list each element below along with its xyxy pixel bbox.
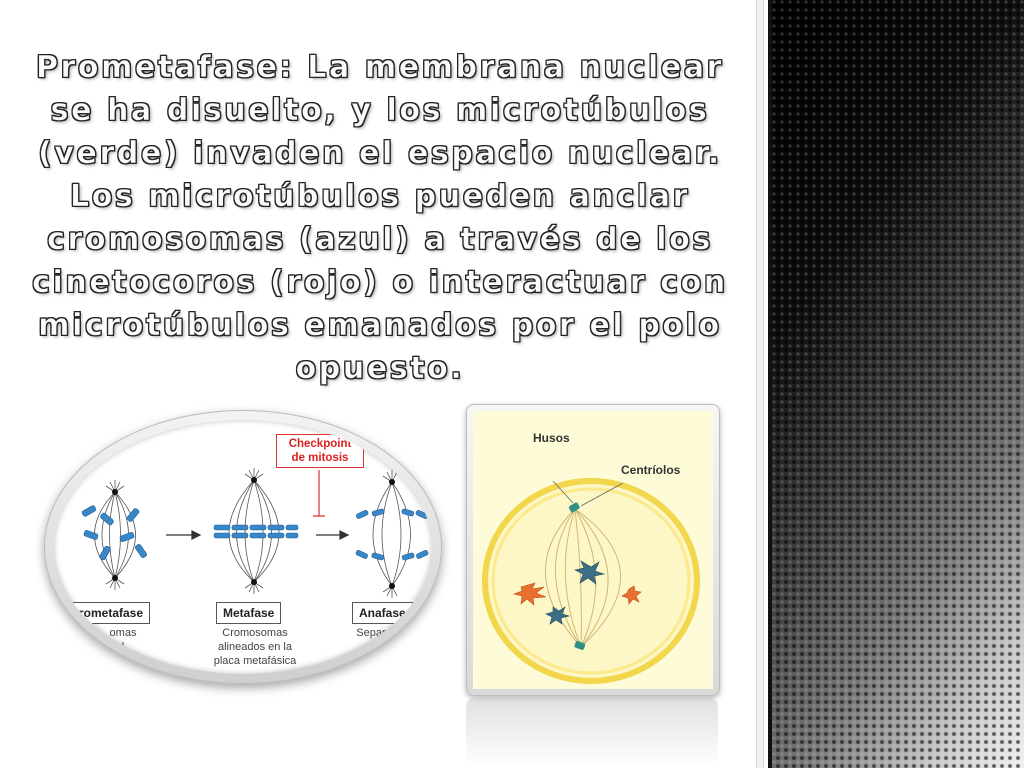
prometaphase-label: rometafase [72, 602, 150, 624]
spindles-label: Husos [533, 431, 570, 445]
metaphase-top-pole [251, 477, 257, 483]
checkpoint-inhibitor [313, 470, 325, 516]
arrow-to-metaphase [166, 531, 200, 539]
divider-rule [756, 0, 764, 768]
checkpoint-label: Checkpoint de mitosis [276, 434, 364, 468]
slide-title: Prometafase: La membrana nuclear se ha disuelto, y los microtúbulos (verde) invaden el espacio nuclear. Los microtúbulos pueden anclar cromosomas (azul) a través de los cinetocoros (rojo) o interactuar con microtúbulos emanados por el polo opuesto. [32, 50, 728, 386]
prometaphase-chromosomes [81, 505, 147, 561]
centrioles-label: Centríolos [621, 463, 681, 477]
arrow-to-anaphase [316, 531, 348, 539]
cell-figure-content [473, 411, 713, 689]
prometaphase-top-pole [112, 489, 118, 495]
anaphase-description: Separa cr [356, 627, 392, 653]
mitosis-stages-figure [44, 410, 442, 684]
carbon-fiber-panel [768, 0, 1024, 768]
metaphase-spindle [229, 468, 279, 594]
prometaphase-bottom-pole [112, 575, 118, 581]
anaphase-label: Anafase [352, 602, 413, 624]
anaphase-chromatids [355, 509, 428, 561]
anaphase-bottom-pole [389, 583, 395, 589]
figure-reflection [466, 698, 718, 768]
cell-drawing [473, 411, 713, 689]
metaphase-bottom-pole [251, 579, 257, 585]
metaphase-label: Metafase [216, 602, 281, 624]
metaphase-description: Cromosomas alineados en la placa metafásica [213, 627, 297, 667]
prometaphase-description: omas l [109, 627, 137, 653]
anaphase-top-pole [389, 479, 395, 485]
mitosis-figure-content [54, 420, 432, 674]
anaphase-spindle [373, 470, 411, 598]
metaphase-plate-chromosomes [214, 525, 298, 538]
cell-membrane [485, 481, 697, 681]
cell-spindle-figure [466, 404, 720, 696]
